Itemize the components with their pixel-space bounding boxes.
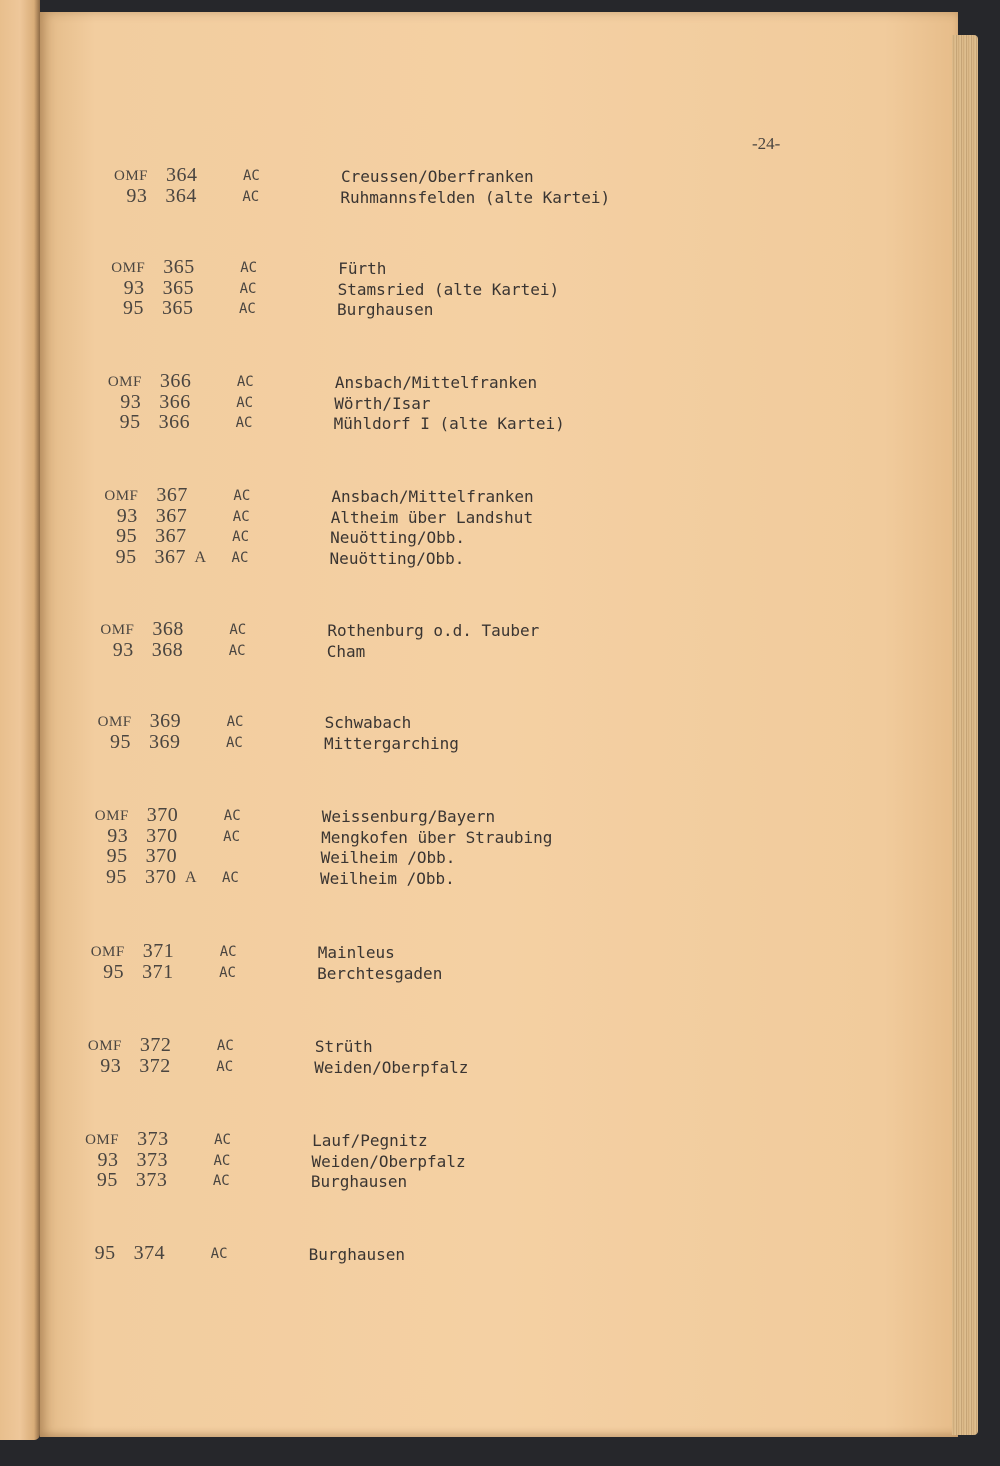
entry-number: 373 — [135, 1169, 168, 1191]
entry-place: Creussen/Oberfranken — [341, 167, 534, 186]
entry-place: Schwabach — [324, 713, 412, 732]
entry-number: 367 — [155, 504, 188, 527]
entry-code: AC — [232, 529, 250, 545]
entry-prefix: 95 — [115, 545, 137, 568]
entry-prefix: OMF — [94, 808, 129, 824]
entry-number: 374 — [133, 1242, 166, 1264]
entry-place: Weissenburg/Bayern — [321, 807, 496, 826]
entry-place: Altheim über Landshut — [330, 507, 534, 527]
entry-code: AC — [240, 260, 258, 276]
entry-prefix: 95 — [119, 411, 141, 433]
entry-number: 367 — [155, 525, 187, 547]
entry-prefix: OMF — [97, 714, 132, 730]
entry-number: 372 — [139, 1034, 172, 1056]
entry-number: 370 — [144, 865, 177, 888]
entry-prefix: 93 — [107, 824, 129, 847]
entry-prefix: OMF — [113, 168, 148, 184]
entry-code: AC — [242, 188, 260, 205]
entry-prefix: 93 — [112, 638, 134, 661]
entry-number: 366 — [159, 370, 192, 392]
entry-place: Stamsried (alte Kartei) — [337, 279, 560, 299]
entry-code: AC — [223, 828, 241, 845]
entry-prefix: 93 — [100, 1054, 122, 1077]
entry-number: 366 — [158, 411, 191, 433]
entry-number: 370 — [146, 824, 178, 847]
entry-place: Weiden/Oberpfalz — [314, 1057, 469, 1077]
entry-number: 369 — [149, 710, 182, 732]
entry-place: Mittergarching — [324, 733, 459, 753]
entry-place: Wörth/Isar — [334, 393, 431, 413]
entry-code: AC — [214, 1132, 231, 1148]
entry-place: Mühldorf I (alte Kartei) — [333, 414, 565, 433]
entry-prefix: 95 — [96, 1169, 118, 1191]
entry-number: 367 — [154, 545, 187, 568]
page-number: -24- — [752, 134, 781, 153]
entry-code: AC — [226, 734, 243, 751]
entry-prefix: 95 — [94, 1242, 116, 1264]
entry-place: Strüth — [314, 1037, 373, 1056]
entry-number: 371 — [142, 960, 174, 983]
entry-number: 371 — [142, 940, 175, 962]
entry-prefix: 95 — [116, 525, 138, 547]
entry-place: Ansbach/Mittelfranken — [334, 373, 538, 392]
entry-prefix: 95 — [106, 845, 128, 867]
entry-number: 365 — [162, 297, 194, 319]
entry-code: AC — [221, 869, 239, 886]
entry-code: AC — [233, 488, 251, 504]
entry-prefix: 95 — [123, 297, 145, 319]
entry-code: AC — [213, 1152, 231, 1169]
entry-prefix: 93 — [97, 1148, 119, 1171]
entry-prefix: 95 — [103, 960, 125, 983]
entry-code: AC — [219, 964, 236, 981]
entry-place: Burghausen — [337, 300, 434, 319]
entry-place: Neuötting/Obb. — [329, 548, 465, 568]
entry-prefix: 93 — [120, 390, 142, 413]
entry-suffix: A — [194, 548, 207, 566]
entry-code: AC — [216, 1058, 234, 1075]
entry-code: AC — [236, 374, 254, 390]
entry-prefix: 95 — [105, 865, 127, 888]
entry-code: AC — [239, 301, 256, 317]
entry-place: Weilheim /Obb. — [319, 868, 455, 888]
entry-number: 372 — [139, 1054, 171, 1077]
entry-prefix: OMF — [104, 488, 139, 504]
entry-place: Rothenburg o.d. Tauber — [327, 621, 540, 640]
entry-prefix: OMF — [107, 374, 142, 390]
entry-prefix: OMF — [87, 1038, 122, 1054]
entry-number: 368 — [151, 638, 184, 661]
entry-place: Neuötting/Obb. — [330, 528, 466, 547]
entry-place: Burghausen — [308, 1245, 405, 1264]
left-page-edge — [0, 0, 40, 1440]
entry-code: AC — [243, 168, 260, 184]
entry-code: AC — [219, 944, 237, 960]
entry-place: Weilheim /Obb. — [320, 848, 456, 867]
entry-prefix: 93 — [116, 504, 138, 527]
entry-number: 365 — [163, 256, 195, 278]
entry-prefix: 95 — [110, 730, 132, 753]
entry-number: 365 — [162, 276, 195, 299]
entry-prefix: OMF — [100, 622, 135, 638]
entry-place: Berchtesgaden — [317, 963, 443, 983]
entry-place: Cham — [326, 641, 366, 661]
entry-code: AC — [228, 642, 246, 659]
entry-number: 368 — [152, 618, 184, 640]
entry-place: Mainleus — [317, 943, 395, 962]
entry-prefix: 93 — [126, 184, 148, 207]
entry-prefix: 93 — [123, 276, 145, 299]
entry-number: 373 — [137, 1128, 169, 1150]
entry-suffix: A — [184, 868, 198, 886]
entry-code: AC — [239, 280, 257, 297]
entry-number: 370 — [146, 804, 179, 826]
entry-number: 369 — [149, 730, 181, 753]
entry-code: AC — [210, 1246, 228, 1262]
entry-place: Weiden/Oberpfalz — [311, 1151, 466, 1171]
entry-place: Mengkofen über Straubing — [321, 827, 553, 847]
entry-number: 373 — [136, 1148, 168, 1171]
entry-prefix: OMF — [111, 260, 146, 276]
entry-code: AC — [229, 622, 247, 638]
entry-code: AC — [212, 1173, 230, 1189]
entry-prefix: OMF — [90, 944, 125, 960]
entry-prefix: OMF — [85, 1132, 120, 1148]
entry-place: Ansbach/Mittelfranken — [331, 487, 534, 506]
entry-number: 364 — [165, 184, 197, 207]
entry-code: AC — [231, 549, 249, 566]
entry-number: 367 — [156, 484, 188, 506]
entry-code: AC — [223, 808, 241, 824]
entry-number: 366 — [159, 390, 191, 413]
entry-code: AC — [226, 714, 244, 730]
entry-number: 364 — [166, 164, 198, 186]
entry-place: Lauf/Pegnitz — [312, 1131, 428, 1150]
entry-place: Burghausen — [310, 1172, 408, 1191]
entry-code: AC — [236, 394, 254, 411]
entry-number: 370 — [145, 845, 178, 867]
entry-place: Ruhmannsfelden (alte Kartei) — [340, 187, 611, 207]
entry-code: AC — [235, 415, 253, 431]
entry-code: AC — [232, 508, 250, 525]
entry-code: AC — [216, 1038, 234, 1054]
entry-place: Fürth — [338, 259, 387, 278]
page-stack-edge — [952, 35, 978, 1435]
